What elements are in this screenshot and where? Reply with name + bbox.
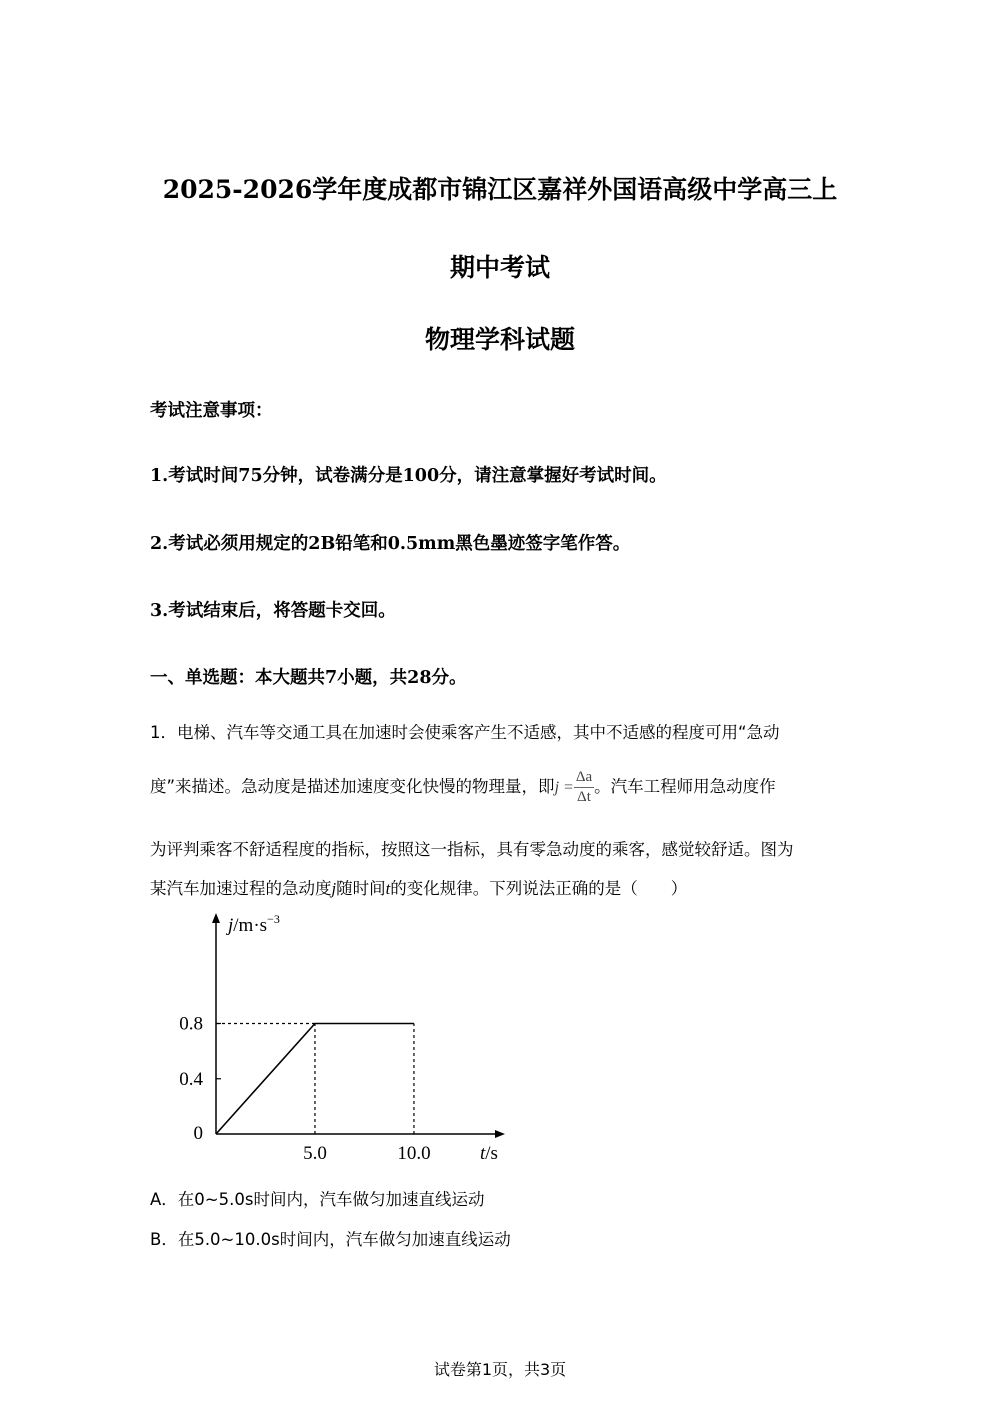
question-1-line-4-c: 的变化规律。下列说法正确的是（ ） xyxy=(390,879,688,898)
formula-fraction xyxy=(574,768,594,807)
origin-label: 0 xyxy=(193,1123,203,1144)
page-title-line2: 期中考试 xyxy=(449,253,550,282)
notice-item-3: 3.考试结束后，将答题卡交回。 xyxy=(150,601,396,621)
formula-denominator: Δt xyxy=(577,788,591,805)
page-footer: 试卷第1页，共3页 xyxy=(433,1360,567,1379)
question-1-line-2-text: 度”来描述。急动度是描述加速度变化快慢的物理量，即 xyxy=(150,776,555,796)
question-1-line-4-a: 某汽车加速过程的急动度 xyxy=(150,879,332,898)
x-axis-arrow xyxy=(495,1130,505,1138)
question-1-line-4-b: 随时间 xyxy=(336,879,386,898)
notice-item-2: 2.考试必须用规定的2B铅笔和0.5mm黑色墨迹签字笔作答。 xyxy=(150,534,631,554)
notice-item-1: 1.考试时间75分钟，试卷满分是100分，请注意掌握好考试时间。 xyxy=(150,466,667,486)
subject-title: 物理学科试题 xyxy=(424,325,575,354)
section-heading: 一、单选题：本大题共7小题，共28分。 xyxy=(150,668,467,688)
notice-heading: 考试注意事项： xyxy=(150,401,273,421)
var-t: t xyxy=(385,879,391,898)
formula-numerator: Δa xyxy=(574,768,594,788)
formula-lhs: j = xyxy=(554,778,574,796)
x-axis-label: t/s xyxy=(480,1143,498,1164)
question-1-line-2-tail: 。汽车工程师用急动度作 xyxy=(594,776,776,796)
y-axis-arrow xyxy=(212,913,220,923)
option-a[interactable]: A．在0~5.0s时间内，汽车做匀加速直线运动 xyxy=(150,1190,485,1209)
x-tick-label: 5.0 xyxy=(303,1143,327,1164)
question-1-line-4 xyxy=(150,875,687,899)
y-axis-label: $j/m\cdot s^{-3}$ xyxy=(228,912,280,936)
jerk-time-chart xyxy=(150,905,530,1175)
question-1-line-1: 1．电梯、汽车等交通工具在加速时会使乘客产生不适感，其中不适感的程度可用“急动 xyxy=(150,723,780,742)
var-j: j xyxy=(331,879,337,898)
y-tick-label: 0.8 xyxy=(179,1013,203,1035)
option-b[interactable]: B．在5.0~10.0s时间内，汽车做匀加速直线运动 xyxy=(150,1230,511,1249)
y-tick-label: 0.4 xyxy=(179,1068,203,1090)
question-1-line-2 xyxy=(150,768,776,807)
page-title: 2025-2026学年度成都市锦江区嘉祥外国语高级中学高三上 xyxy=(162,175,838,204)
x-tick-label: 10.0 xyxy=(397,1143,431,1164)
question-1-line-3: 为评判乘客不舒适程度的指标，按照这一指标，具有零急动度的乘客，感觉较舒适。图为 xyxy=(150,840,794,859)
